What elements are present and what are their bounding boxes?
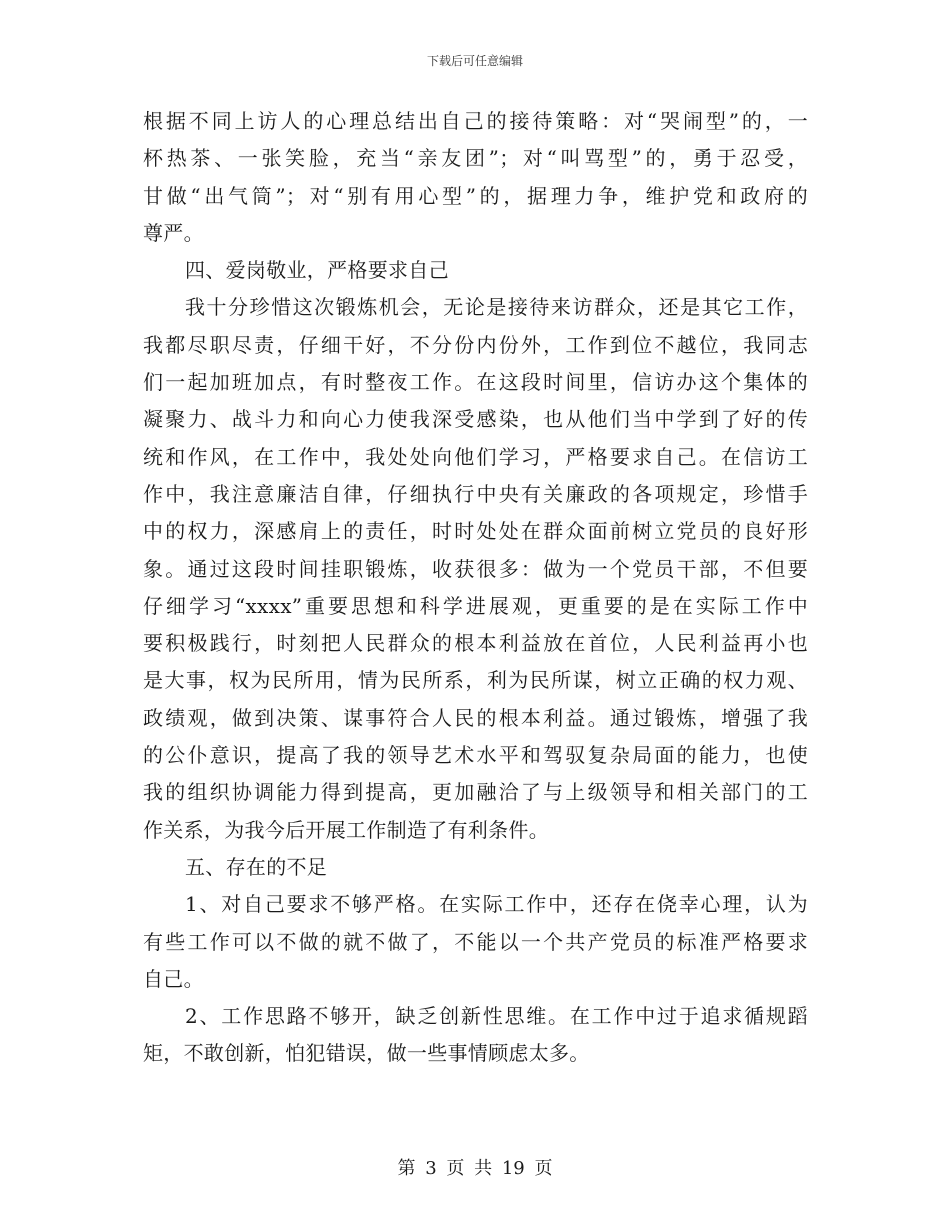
text-line: 杯热茶、一张笑脸，充当“亲友团”；对“叫骂型”的，勇于忍受， bbox=[143, 146, 808, 171]
text-line: 矩，不敢创新，怕犯错误，做一些事情顾虑太多。 bbox=[143, 1041, 590, 1066]
text-line: 统和作风，在工作中，我处处向他们学习，严格要求自己。在信访工 bbox=[143, 444, 808, 469]
page-header: 下载后可任意编辑 bbox=[426, 54, 523, 68]
text-line: 们一起加班加点，有时整夜工作。在这段时间里，信访办这个集体的 bbox=[143, 370, 808, 395]
text-line: 根据不同上访人的心理总结出自己的接待策略：对“哭闹型”的，一 bbox=[143, 109, 808, 133]
text-line: 作中，我注意廉洁自律，仔细执行中央有关廉政的各项规定，珍惜手 bbox=[143, 481, 808, 506]
text-line: 尊严。 bbox=[143, 220, 204, 245]
text-line: 政绩观，做到决策、谋事符合人民的根本利益。通过锻炼，增强了我 bbox=[143, 705, 808, 730]
text-line: 要积极践行，时刻把人民群众的根本利益放在首位，人民利益再小也 bbox=[143, 631, 808, 656]
text-line: 作关系，为我今后开展工作制造了有利条件。 bbox=[143, 817, 549, 842]
text-line: 象。通过这段时间挂职锻炼，收获很多：做为一个党员干部，不但要 bbox=[143, 556, 808, 581]
page-number: 第 3 页 共 19 页 bbox=[397, 1158, 553, 1179]
text-line: 自己。 bbox=[143, 966, 204, 991]
text-line: 仔细学习“xxxx”重要思想和科学进展观，更重要的是在实际工作中 bbox=[143, 593, 808, 618]
text-line: 我十分珍惜这次锻炼机会，无论是接待来访群众，还是其它工作， bbox=[185, 295, 808, 320]
text-line: 2、工作思路不够开，缺乏创新性思维。在工作中过于追求循规蹈 bbox=[185, 1004, 808, 1029]
text-line: 凝聚力、战斗力和向心力使我深受感染，也从他们当中学到了好的传 bbox=[143, 407, 808, 432]
text-line: 是大事，权为民所用，情为民所系，利为民所谋，树立正确的权力观、 bbox=[143, 668, 808, 693]
text-line: 五、存在的不足 bbox=[185, 854, 328, 879]
text-line: 1、对自己要求不够严格。在实际工作中，还存在侥幸心理，认为 bbox=[185, 892, 808, 917]
text-line: 我的组织协调能力得到提高，更加融洽了与上级领导和相关部门的工 bbox=[143, 780, 808, 805]
text-line: 的公仆意识，提高了我的领导艺术水平和驾驭复杂局面的能力，也使 bbox=[143, 743, 808, 768]
text-line: 我都尽职尽责，仔细干好，不分份内份外，工作到位不越位，我同志 bbox=[143, 332, 808, 357]
text-line: 四、爱岗敬业，严格要求自己 bbox=[185, 258, 449, 283]
text-line: 有些工作可以不做的就不做了，不能以一个共产党员的标准严格要求 bbox=[143, 929, 808, 954]
text-line: 甘做“出气筒”；对“别有用心型”的，据理力争，维护党和政府的 bbox=[143, 183, 808, 208]
text-line: 中的权力，深感肩上的责任，时时处处在群众面前树立党员的良好形 bbox=[143, 519, 808, 544]
document-body bbox=[143, 103, 808, 1073]
